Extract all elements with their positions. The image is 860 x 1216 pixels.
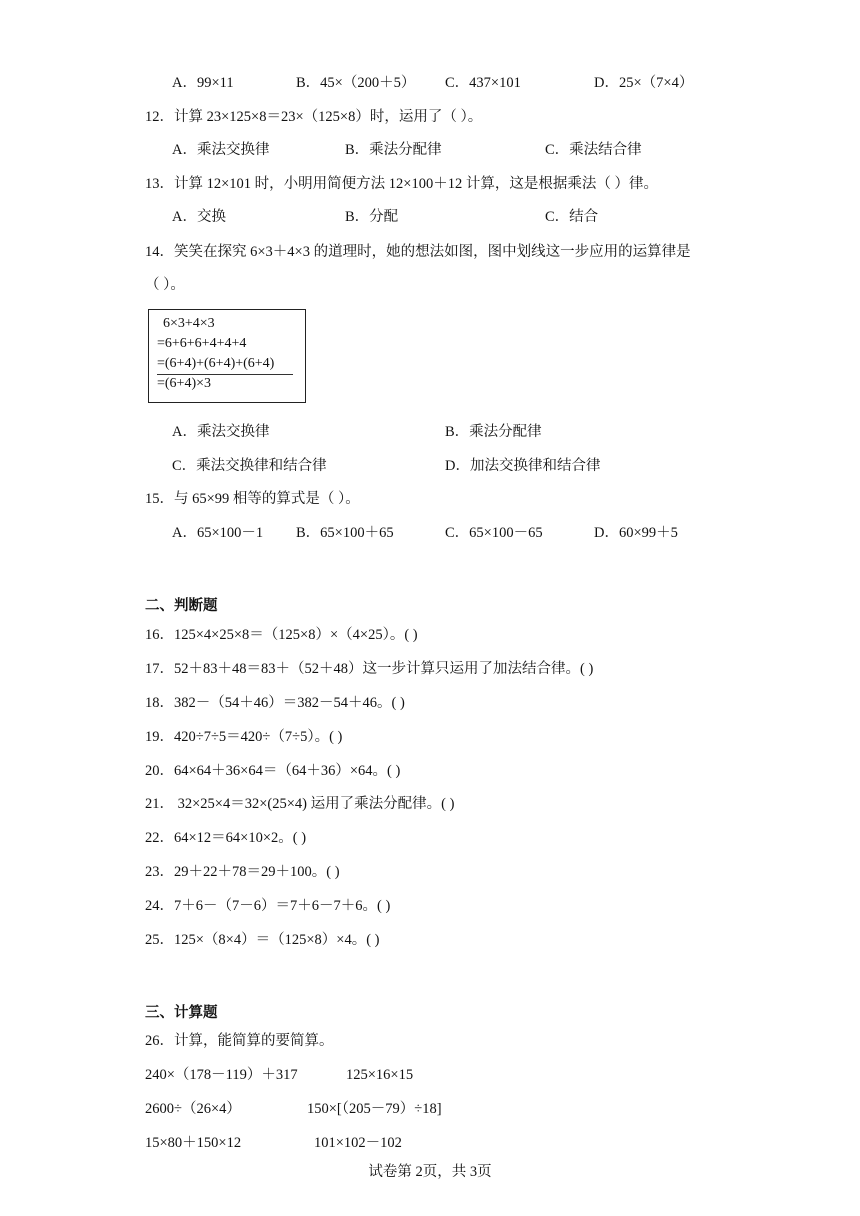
- q11-option-a: A．99×11: [172, 75, 234, 91]
- q21: 21． 32×25×4＝32×(25×4) 运用了乘法分配律。( ): [145, 796, 455, 812]
- q13-option-a: A．交换: [172, 209, 226, 225]
- q20: 20．64×64＋36×64＝（64＋36）×64。( ): [145, 763, 401, 779]
- calc-expression-1: 240×（178－119）＋317: [145, 1067, 298, 1083]
- q16: 16．125×4×25×8＝（125×8）×（4×25）。( ): [145, 627, 418, 643]
- q23: 23．29＋22＋78＝29＋100。( ): [145, 864, 340, 880]
- q15-option-a: A．65×100－1: [172, 525, 264, 541]
- q15-option-c: C．65×100－65: [445, 525, 543, 541]
- q14-fig-line-1: 6×3+4×3: [163, 316, 215, 331]
- q14-figure: [148, 309, 306, 403]
- q14-stem-line2: （ ）。: [145, 277, 185, 293]
- q12-stem: 12．计算 23×125×8＝23×（125×8）时，运用了（ ）。: [145, 109, 483, 125]
- q14-option-c: C．乘法交换律和结合律: [172, 458, 327, 474]
- q11-option-c: C．437×101: [445, 75, 521, 91]
- q15-option-b: B．65×100＋65: [296, 525, 394, 541]
- q17: 17．52＋83＋48＝83＋（52＋48）这一步计算只运用了加法结合律。( ): [145, 661, 594, 677]
- q14-fig-line-3: =(6+4)+(6+4)+(6+4): [157, 356, 275, 371]
- q12-option-a: A．乘法交换律: [172, 142, 270, 158]
- q12-option-c: C．乘法结合律: [545, 142, 642, 158]
- q12-option-b: B．乘法分配律: [345, 142, 442, 158]
- section-2-title: 二、判断题: [145, 598, 218, 614]
- page-footer: 试卷第 2页，共 3页: [368, 1164, 492, 1180]
- q13-option-b: B．分配: [345, 209, 399, 225]
- q13-option-c: C．结合: [545, 209, 599, 225]
- section-3-title: 三、计算题: [145, 1005, 218, 1021]
- calc-expression-5: 15×80＋150×12: [145, 1135, 242, 1151]
- q13-stem: 13．计算 12×101 时，小明用简便方法 12×100＋12 计算，这是根据乘法（ ）律。: [145, 176, 658, 192]
- q19: 19．420÷7÷5＝420÷（7÷5）。( ): [145, 729, 343, 745]
- q14-fig-line-2: =6+6+6+4+4+4: [157, 336, 247, 351]
- q14-option-b: B．乘法分配律: [445, 424, 542, 440]
- calc-expression-3: 2600÷（26×4）: [145, 1101, 241, 1117]
- q22: 22．64×12＝64×10×2。( ): [145, 830, 307, 846]
- q18: 18．382－（54＋46）＝382－54＋46。( ): [145, 695, 405, 711]
- q14-stem-line1: 14．笑笑在探究 6×3＋4×3 的道理时，她的想法如图，图中划线这一步应用的运算律是: [145, 244, 691, 260]
- q14-option-d: D．加法交换律和结合律: [445, 458, 601, 474]
- calc-expression-2: 125×16×15: [346, 1067, 414, 1083]
- q15-stem: 15．与 65×99 相等的算式是（ ）。: [145, 491, 360, 507]
- q24: 24．7＋6－（7－6）＝7＋6－7＋6。( ): [145, 898, 391, 914]
- q26-stem: 26．计算，能简算的要简算。: [145, 1033, 334, 1049]
- q14-fig-line-4: =(6+4)×3: [157, 376, 212, 391]
- q11-option-d: D．25×（7×4）: [594, 75, 694, 91]
- calc-expression-4: 150×[（205－79）÷18]: [307, 1101, 442, 1117]
- q14-option-a: A．乘法交换律: [172, 424, 270, 440]
- q14-fig-underline: [157, 374, 293, 375]
- q11-option-b: B．45×（200＋5）: [296, 75, 416, 91]
- q15-option-d: D．60×99＋5: [594, 525, 678, 541]
- q25: 25．125×（8×4）＝（125×8）×4。( ): [145, 932, 380, 948]
- calc-expression-6: 101×102－102: [314, 1135, 402, 1151]
